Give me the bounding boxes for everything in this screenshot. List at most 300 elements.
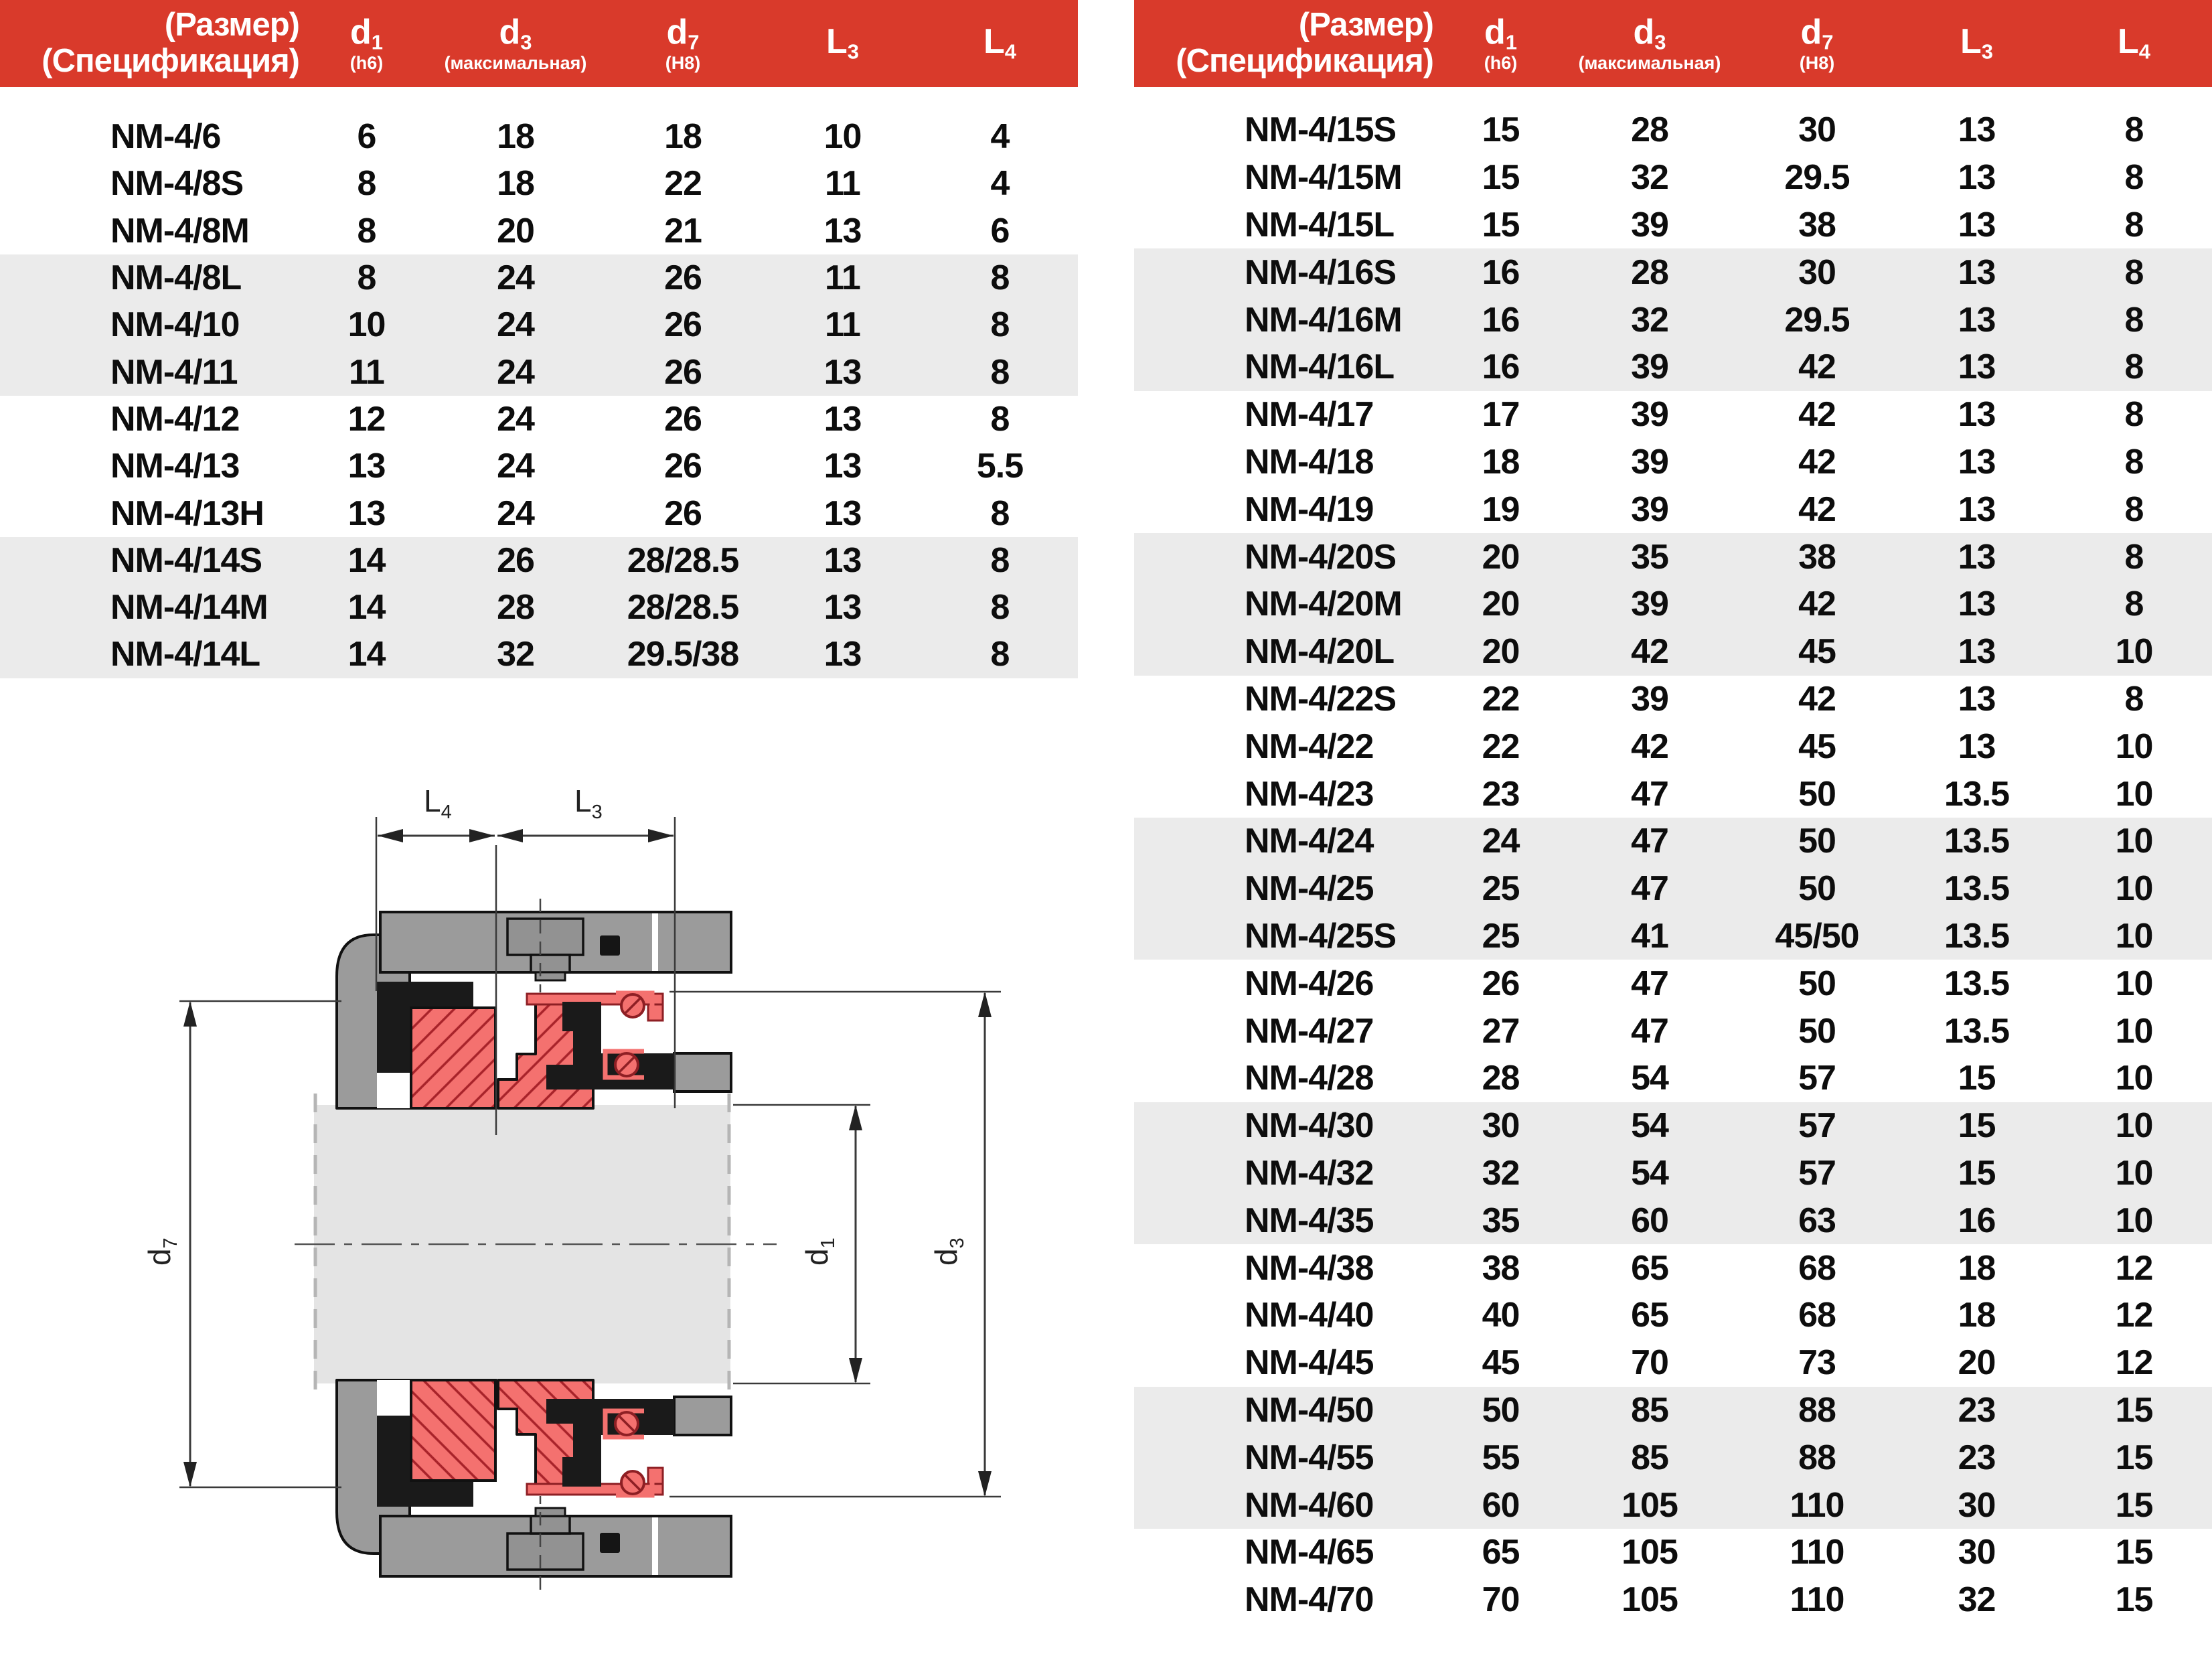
cell-model: NM-4/55	[1245, 1438, 1374, 1477]
table-row	[0, 160, 1078, 207]
table-row	[1134, 581, 2212, 628]
table-row	[1134, 106, 2212, 154]
cell-d1: 38	[1482, 1248, 1520, 1288]
table-row	[1134, 723, 2212, 770]
cell-d3: 32	[1631, 300, 1668, 340]
cell-l3: 13	[823, 588, 862, 627]
table-row	[0, 584, 1078, 631]
cell-d7: 110	[1790, 1533, 1844, 1572]
spec-table-left	[0, 0, 1078, 678]
cell-l4: 8	[990, 588, 1010, 627]
cell-d1: 24	[1482, 822, 1520, 861]
table-row	[1134, 818, 2212, 865]
cell-d1: 13	[347, 494, 386, 533]
cell-model: NM-4/13	[110, 447, 240, 486]
cell-d7: 38	[1798, 205, 1836, 244]
cell-d3: 47	[1631, 822, 1668, 861]
cell-model: NM-4/50	[1245, 1390, 1374, 1430]
cell-l4: 8	[2124, 679, 2144, 719]
cell-l3: 13	[1958, 252, 1996, 292]
cell-d7: 42	[1798, 348, 1836, 387]
table-row	[0, 254, 1078, 301]
cell-d3: 39	[1631, 442, 1668, 481]
table-row	[0, 443, 1078, 490]
cell-d3: 54	[1631, 1153, 1668, 1193]
cell-l3: 30	[1958, 1485, 1996, 1525]
cell-d7: 50	[1798, 869, 1836, 909]
label-l3: $L_3$	[574, 783, 603, 823]
cell-model: NM-4/26	[1245, 964, 1374, 1003]
column-header-d7: $d_7$ (H8)	[665, 13, 701, 73]
table-row	[1134, 439, 2212, 486]
cell-d7: 68	[1798, 1248, 1836, 1288]
cell-model: NM-4/6	[110, 117, 221, 157]
cell-d3: 42	[1631, 632, 1668, 672]
cell-d7: 26	[664, 305, 702, 345]
cell-d7: 50	[1798, 822, 1836, 861]
table-row	[1134, 865, 2212, 913]
cell-model: NM-4/15M	[1245, 158, 1402, 198]
cell-l4: 8	[2124, 252, 2144, 292]
cell-l4: 8	[990, 494, 1010, 533]
cell-d7: 42	[1798, 395, 1836, 435]
cell-d1: 8	[357, 211, 376, 250]
table-row	[1134, 1150, 2212, 1197]
cell-d1: 13	[347, 447, 386, 486]
cell-d7: 45	[1798, 632, 1836, 672]
cell-d3: 18	[497, 164, 534, 204]
cell-d7: 50	[1798, 774, 1836, 814]
cell-l4: 10	[2115, 916, 2153, 956]
cell-d7: 29.5	[1784, 300, 1850, 340]
cell-l4: 8	[2124, 585, 2144, 624]
cell-d1: 55	[1482, 1438, 1520, 1477]
cell-l4: 10	[2115, 1106, 2153, 1146]
cell-l4: 6	[990, 211, 1010, 250]
table-row	[1134, 1576, 2212, 1624]
cell-l3: 10	[823, 117, 862, 157]
cell-d7: 29.5	[1784, 158, 1850, 198]
cell-d7: 110	[1790, 1580, 1844, 1620]
cell-l3: 13	[1958, 679, 1996, 719]
cell-l3: 13	[1958, 348, 1996, 387]
cell-l4: 4	[990, 164, 1010, 204]
cell-d1: 19	[1482, 490, 1520, 529]
header-size-label: (Размер)	[164, 7, 299, 44]
cell-d1: 8	[357, 258, 376, 298]
cell-d1: 15	[1482, 205, 1520, 244]
cell-d7: 73	[1798, 1343, 1836, 1383]
cell-d3: 105	[1622, 1485, 1678, 1525]
cell-d3: 24	[497, 399, 534, 439]
cell-d1: 16	[1482, 300, 1520, 340]
cell-model: NM-4/24	[1245, 822, 1374, 861]
column-header-l3: $L_3$	[1960, 21, 1993, 64]
cell-l3: 13	[1958, 632, 1996, 672]
cell-d7: 21	[664, 211, 702, 250]
cell-l3: 32	[1958, 1580, 1996, 1620]
cell-d1: 11	[349, 352, 384, 392]
cell-l3: 13	[823, 399, 862, 439]
table-row	[1134, 1292, 2212, 1339]
cell-model: NM-4/17	[1245, 395, 1374, 435]
cell-model: NM-4/20L	[1245, 632, 1395, 672]
table-row	[1134, 1339, 2212, 1387]
cell-d3: 41	[1631, 916, 1668, 956]
cell-model: NM-4/14M	[110, 588, 268, 627]
cell-l3: 30	[1958, 1533, 1996, 1572]
table-row	[1134, 628, 2212, 676]
table-row	[1134, 1387, 2212, 1434]
column-header-note: (максимальная)	[1578, 52, 1721, 73]
cell-d7: 30	[1798, 110, 1836, 150]
cell-d3: 39	[1631, 395, 1668, 435]
cell-model: NM-4/14S	[110, 540, 262, 580]
cell-d3: 47	[1631, 964, 1668, 1003]
cell-l4: 8	[2124, 300, 2144, 340]
column-header-note: (h6)	[349, 52, 384, 73]
table-row	[0, 208, 1078, 254]
cell-d1: 14	[347, 540, 386, 580]
cell-l4: 10	[2115, 822, 2153, 861]
table-row	[1134, 1055, 2212, 1102]
cell-model: NM-4/20M	[1245, 585, 1402, 624]
table-row	[1134, 485, 2212, 533]
cell-d1: 22	[1482, 727, 1520, 766]
cell-d1: 70	[1482, 1580, 1520, 1620]
cell-d3: 24	[497, 305, 534, 345]
cell-l4: 10	[2115, 1011, 2153, 1051]
cell-l4: 10	[2115, 727, 2153, 766]
cell-model: NM-4/15S	[1245, 110, 1397, 150]
table-row	[1134, 248, 2212, 296]
cell-d1: 8	[357, 164, 376, 204]
cell-d7: 30	[1798, 252, 1836, 292]
cell-d7: 26	[664, 447, 702, 486]
cell-d3: 47	[1631, 1011, 1668, 1051]
cell-d7: 57	[1798, 1106, 1836, 1146]
table-body	[1134, 87, 2212, 1624]
table-row	[1134, 1244, 2212, 1292]
cell-l3: 11	[825, 164, 860, 204]
cell-d1: 14	[347, 635, 386, 674]
upper-seal-assembly	[337, 899, 731, 1108]
cell-l4: 8	[2124, 490, 2144, 529]
cell-l4: 10	[2115, 1059, 2153, 1098]
cell-l3: 13	[1958, 205, 1996, 244]
cell-l3: 23	[1958, 1438, 1996, 1477]
cell-l3: 15	[1958, 1059, 1996, 1098]
cell-d3: 39	[1631, 205, 1668, 244]
cell-d1: 25	[1482, 916, 1520, 956]
column-header-d1: $d_1$ (h6)	[349, 13, 384, 73]
seal-diagram-svg	[100, 770, 1038, 1651]
table-body	[0, 87, 1078, 678]
cell-l3: 23	[1958, 1390, 1996, 1430]
cell-d3: 105	[1622, 1580, 1678, 1620]
cell-model: NM-4/45	[1245, 1343, 1374, 1383]
cell-l4: 10	[2115, 1201, 2153, 1240]
cell-l3: 13	[1958, 110, 1996, 150]
cell-l3: 13.5	[1944, 774, 2010, 814]
cell-model: NM-4/32	[1245, 1153, 1374, 1193]
cell-d1: 40	[1482, 1296, 1520, 1335]
table-row	[0, 348, 1078, 395]
cell-d3: 24	[497, 447, 534, 486]
table-row	[1134, 960, 2212, 1007]
cell-d7: 45/50	[1775, 916, 1859, 956]
cell-model: NM-4/28	[1245, 1059, 1374, 1098]
cell-d1: 20	[1482, 585, 1520, 624]
table-row	[1134, 344, 2212, 391]
cell-d1: 15	[1482, 158, 1520, 198]
table-header	[1134, 0, 2212, 87]
cell-l3: 13.5	[1944, 964, 2010, 1003]
cell-d1: 30	[1482, 1106, 1520, 1146]
cell-d7: 50	[1798, 964, 1836, 1003]
cell-d7: 57	[1798, 1059, 1836, 1098]
cell-d3: 70	[1631, 1343, 1668, 1383]
cell-l3: 13	[1958, 585, 1996, 624]
table-row	[0, 301, 1078, 348]
column-header-l4: $L_4$	[983, 21, 1016, 64]
cell-d1: 35	[1482, 1201, 1520, 1240]
cell-l3: 13	[1958, 442, 1996, 481]
cell-model: NM-4/16S	[1245, 252, 1397, 292]
cell-d3: 65	[1631, 1296, 1668, 1335]
table-row	[1134, 913, 2212, 960]
column-header-d1: $d_1$ (h6)	[1484, 13, 1518, 73]
cell-d1: 26	[1482, 964, 1520, 1003]
cell-d7: 22	[664, 164, 702, 204]
cell-d3: 105	[1622, 1533, 1678, 1572]
cell-d1: 15	[1482, 110, 1520, 150]
cell-model: NM-4/60	[1245, 1485, 1374, 1525]
cell-l3: 13	[1958, 490, 1996, 529]
cell-d7: 29.5/38	[627, 635, 739, 674]
cell-l3: 13.5	[1944, 1011, 2010, 1051]
cell-model: NM-4/10	[110, 305, 240, 345]
cell-d3: 85	[1631, 1438, 1668, 1477]
cell-l4: 15	[2115, 1533, 2153, 1572]
cell-l4: 10	[2115, 869, 2153, 909]
cell-d1: 65	[1482, 1533, 1520, 1572]
cell-l3: 13	[1958, 300, 1996, 340]
cell-l3: 13	[823, 635, 862, 674]
cell-d7: 28/28.5	[627, 588, 739, 627]
cell-model: NM-4/19	[1245, 490, 1374, 529]
size-spec-header	[0, 0, 305, 87]
column-header-note: (h6)	[1484, 52, 1518, 73]
cell-l4: 12	[2115, 1343, 2153, 1383]
cell-d3: 39	[1631, 348, 1668, 387]
cell-model: NM-4/30	[1245, 1106, 1374, 1146]
table-row	[0, 537, 1078, 584]
label-d3: $d_3$	[929, 1237, 968, 1266]
cell-model: NM-4/15L	[1245, 205, 1395, 244]
cell-l4: 10	[2115, 1153, 2153, 1193]
cell-l4: 8	[2124, 110, 2144, 150]
cell-d3: 28	[497, 588, 534, 627]
column-header-note: (H8)	[1799, 52, 1835, 73]
cell-d7: 57	[1798, 1153, 1836, 1193]
cell-model: NM-4/16L	[1245, 348, 1395, 387]
table-row	[1134, 676, 2212, 723]
cell-d3: 54	[1631, 1059, 1668, 1098]
cell-l4: 15	[2115, 1390, 2153, 1430]
cell-l4: 10	[2115, 964, 2153, 1003]
cell-d7: 18	[664, 117, 702, 157]
cell-model: NM-4/22	[1245, 727, 1374, 766]
cell-d1: 23	[1482, 774, 1520, 814]
cell-d3: 24	[497, 258, 534, 298]
cell-model: NM-4/18	[1245, 442, 1374, 481]
cell-d3: 39	[1631, 490, 1668, 529]
cell-model: NM-4/20S	[1245, 537, 1397, 577]
cell-l3: 13	[1958, 727, 1996, 766]
cell-l3: 13.5	[1944, 916, 2010, 956]
cell-d3: 28	[1631, 252, 1668, 292]
cell-d3: 54	[1631, 1106, 1668, 1146]
table-row	[1134, 1197, 2212, 1244]
lower-seal-assembly	[337, 1380, 731, 1590]
column-header-note: (H8)	[665, 52, 701, 73]
cell-d1: 17	[1482, 395, 1520, 435]
cell-d1: 60	[1482, 1485, 1520, 1525]
cell-l4: 8	[2124, 442, 2144, 481]
cell-l4: 15	[2115, 1438, 2153, 1477]
table-row	[0, 396, 1078, 443]
header-spec-label: (Спецификация)	[42, 43, 299, 79]
cell-d7: 63	[1798, 1201, 1836, 1240]
column-header-d3: $d_3$ (максимальная)	[444, 13, 587, 73]
cell-l4: 8	[990, 540, 1010, 580]
table-row	[0, 490, 1078, 536]
cell-l4: 8	[990, 258, 1010, 298]
cell-d1: 45	[1482, 1343, 1520, 1383]
cell-d1: 16	[1482, 252, 1520, 292]
cell-l4: 8	[990, 635, 1010, 674]
cell-l4: 5.5	[976, 447, 1024, 486]
cell-l4: 8	[2124, 537, 2144, 577]
cell-d1: 27	[1482, 1011, 1520, 1051]
cell-d7: 50	[1798, 1011, 1836, 1051]
cell-d3: 32	[497, 635, 534, 674]
cell-model: NM-4/38	[1245, 1248, 1374, 1288]
cell-l3: 13	[823, 447, 862, 486]
table-row	[1134, 1434, 2212, 1481]
cell-model: NM-4/14L	[110, 635, 260, 674]
table-header	[0, 0, 1078, 87]
cell-d1: 10	[347, 305, 386, 345]
header-spec-label: (Спецификация)	[1176, 43, 1433, 79]
table-row	[1134, 770, 2212, 818]
cell-d7: 110	[1790, 1485, 1844, 1525]
table-row	[0, 631, 1078, 678]
table-row	[1134, 391, 2212, 439]
table-row	[0, 113, 1078, 160]
cell-d3: 32	[1631, 158, 1668, 198]
seal-cross-section-diagram	[100, 770, 1038, 1651]
cell-model: NM-4/40	[1245, 1296, 1374, 1335]
cell-d7: 26	[664, 352, 702, 392]
table-row	[1134, 154, 2212, 202]
cell-d7: 42	[1798, 679, 1836, 719]
cell-d7: 45	[1798, 727, 1836, 766]
cell-d3: 47	[1631, 774, 1668, 814]
cell-l3: 13	[823, 494, 862, 533]
cell-d3: 26	[497, 540, 534, 580]
cell-l3: 16	[1958, 1201, 1996, 1240]
cell-d7: 42	[1798, 442, 1836, 481]
cell-l3: 13.5	[1944, 822, 2010, 861]
cell-model: NM-4/25S	[1245, 916, 1397, 956]
cell-l3: 15	[1958, 1106, 1996, 1146]
cell-model: NM-4/16M	[1245, 300, 1402, 340]
cell-d7: 88	[1798, 1438, 1836, 1477]
cell-l3: 13	[1958, 395, 1996, 435]
cell-l4: 8	[990, 352, 1010, 392]
cell-d1: 50	[1482, 1390, 1520, 1430]
cell-d7: 88	[1798, 1390, 1836, 1430]
label-l4: $L_4$	[424, 783, 452, 823]
cell-model: NM-4/8M	[110, 211, 249, 250]
table-row	[1134, 1481, 2212, 1529]
cell-d3: 24	[497, 352, 534, 392]
cell-l4: 10	[2115, 632, 2153, 672]
cell-l4: 10	[2115, 774, 2153, 814]
column-header-d3: $d_3$ (максимальная)	[1578, 13, 1721, 73]
cell-d1: 6	[357, 117, 376, 157]
label-d1: $d_1$	[799, 1237, 839, 1266]
cell-l4: 12	[2115, 1296, 2153, 1335]
cell-d1: 28	[1482, 1059, 1520, 1098]
cell-d3: 35	[1631, 537, 1668, 577]
cell-l4: 8	[990, 399, 1010, 439]
cell-model: NM-4/11	[110, 352, 238, 392]
cell-d1: 16	[1482, 348, 1520, 387]
cell-model: NM-4/65	[1245, 1533, 1374, 1572]
column-header-l3: $L_3$	[825, 21, 859, 64]
cell-l4: 12	[2115, 1248, 2153, 1288]
cell-d1: 14	[347, 588, 386, 627]
cell-l3: 18	[1958, 1296, 1996, 1335]
table-row	[1134, 296, 2212, 344]
cell-l3: 13	[1958, 537, 1996, 577]
cell-d3: 18	[497, 117, 534, 157]
cell-d1: 25	[1482, 869, 1520, 909]
cell-model: NM-4/70	[1245, 1580, 1374, 1620]
cell-l4: 15	[2115, 1485, 2153, 1525]
cell-l3: 11	[825, 305, 860, 345]
cell-l4: 15	[2115, 1580, 2153, 1620]
cell-d1: 12	[347, 399, 386, 439]
cell-d3: 39	[1631, 679, 1668, 719]
cell-d7: 26	[664, 258, 702, 298]
cell-l3: 15	[1958, 1153, 1996, 1193]
table-row	[1134, 1102, 2212, 1150]
cell-d3: 47	[1631, 869, 1668, 909]
cell-d7: 28/28.5	[627, 540, 739, 580]
spec-table-right	[1134, 0, 2212, 1624]
cell-l3: 20	[1958, 1343, 1996, 1383]
cell-l4: 8	[2124, 395, 2144, 435]
cell-l3: 18	[1958, 1248, 1996, 1288]
column-header-l4: $L_4$	[2117, 21, 2150, 64]
cell-d1: 32	[1482, 1153, 1520, 1193]
cell-d3: 42	[1631, 727, 1668, 766]
cell-d7: 26	[664, 494, 702, 533]
